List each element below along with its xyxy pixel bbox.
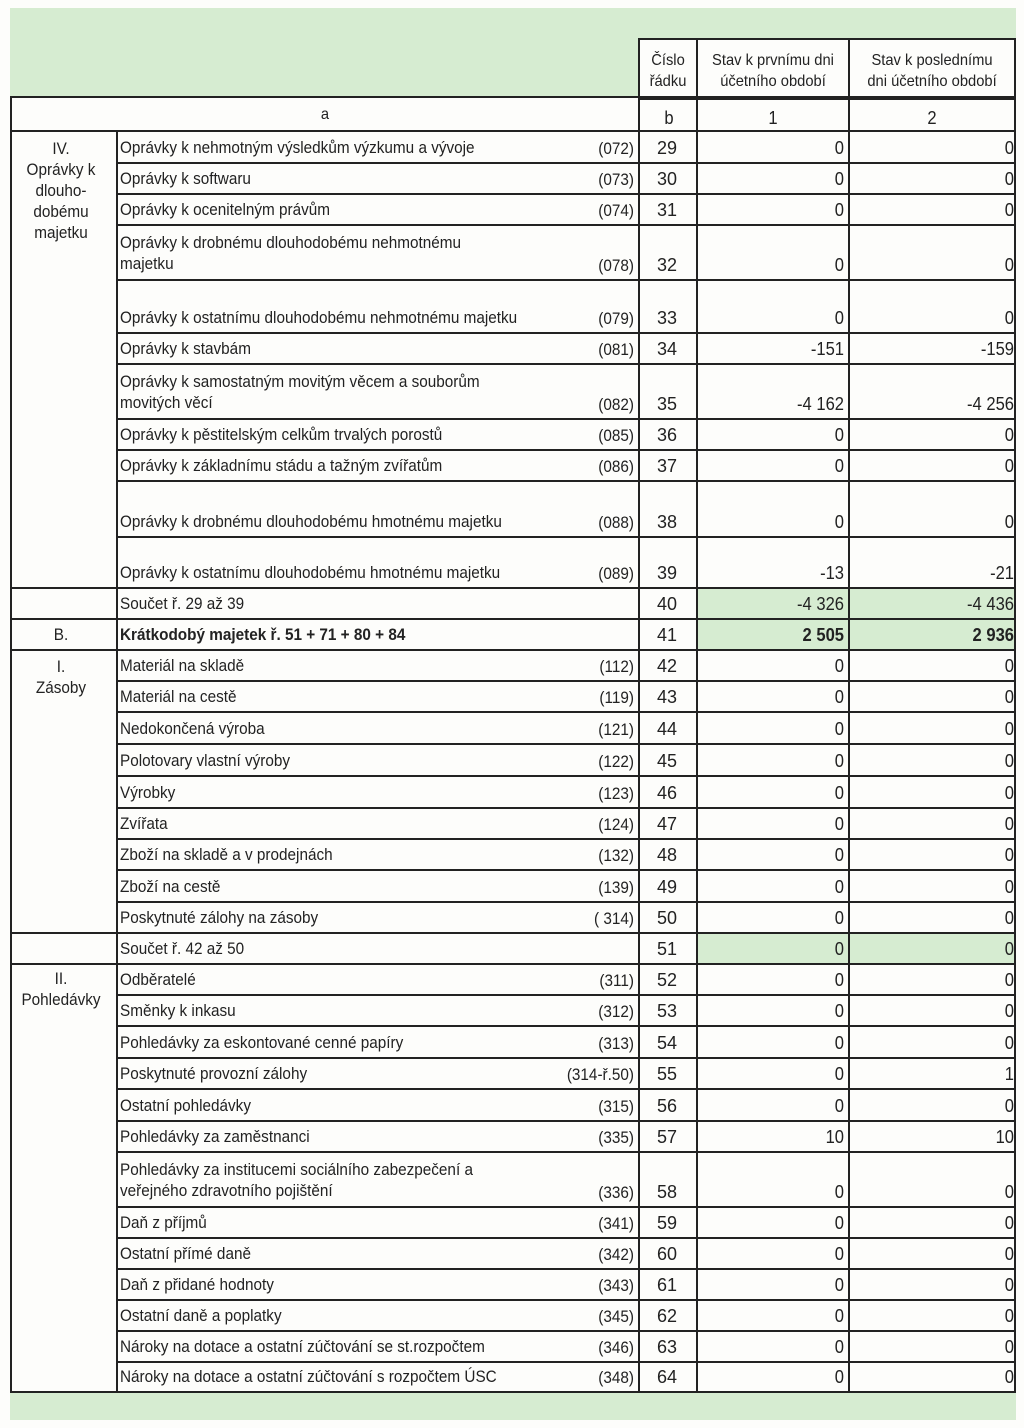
row-divider [116,224,1016,226]
header-row-number-cell [638,38,698,100]
row-number: 53 [656,1001,678,1021]
row-number: 63 [656,1337,678,1357]
row-number: 50 [656,908,678,928]
account-code: (124) [598,815,634,834]
row-label-line: Oprávky k ocenitelným právům [120,200,331,219]
row-number: 30 [656,169,678,189]
row-divider [116,743,1016,745]
column-label-line [10,130,1016,132]
row-label [120,1366,497,1387]
row-label-line: Oprávky k ostatnímu dlouhodobému hmotnému majetku [120,563,501,582]
row-label [120,137,475,158]
row-label-line: Zboží na skladě a v prodejnách [120,845,333,864]
row-label [120,338,251,359]
row-label-line: Oprávky k drobnému dlouhodobému hmotnému majetku [120,512,502,531]
value-last-day: 0 [1004,456,1014,476]
row-divider [10,1391,1016,1393]
row-divider [116,1088,1016,1090]
row-label-line: Pohledávky za zaměstnanci [120,1127,310,1146]
value-first-day: 0 [834,1337,844,1357]
row-label [120,813,168,834]
account-code: (074) [598,201,634,220]
section-ii-line2: Pohledávky [21,990,101,1009]
row-divider [116,162,1016,164]
row-number: 37 [656,456,678,476]
account-code: (072) [598,139,634,158]
section-iv-line1: IV. [52,139,70,158]
row-number: 36 [656,425,678,445]
row-number: 39 [656,563,678,583]
row-number: 32 [656,255,678,275]
row-number: 44 [656,719,678,739]
row-label-line: Oprávky k drobnému dlouhodobému nehmotnému [120,233,462,252]
account-code: (311) [599,971,634,990]
row-number: 45 [656,751,678,771]
row-divider [10,618,1016,620]
row-label-line: Materiál na cestě [120,687,237,706]
row-divider [116,332,1016,334]
header-last-day-cell [848,38,1016,100]
value-first-day: 0 [834,255,844,275]
row-label [120,562,500,583]
value-first-day: 0 [834,1213,844,1233]
row-number: 62 [656,1306,678,1326]
value-first-day: 2 505 [802,625,844,645]
row-label [120,1336,485,1357]
value-first-day: 0 [834,1306,844,1326]
value-first-day: 0 [834,719,844,739]
row-number: 61 [656,1275,678,1295]
row-label [120,593,244,614]
account-code: (079) [598,309,634,328]
row-number: 54 [656,1033,678,1053]
row-label-line: Pohledávky za institucemi sociálního zabezpečení a [120,1160,473,1179]
account-code: (336) [598,1183,634,1202]
account-code: (082) [598,395,634,414]
value-first-day: 0 [834,814,844,834]
value-first-day: -4 326 [797,594,844,614]
row-divider [116,1151,1016,1153]
header-first-day-line1: Stav k prvnímu dni [712,52,834,69]
row-label-line: Oprávky k samostatným movitým věcem a souborům [120,372,480,391]
row-divider [10,649,1016,651]
row-number: 29 [656,138,678,158]
value-first-day: 0 [834,1182,844,1202]
row-label-line: Výrobky [120,783,176,802]
value-last-day: 1 [1004,1064,1014,1084]
row-divider [116,1057,1016,1059]
account-code: (348) [598,1368,634,1387]
row-label [120,876,220,897]
account-code: (341) [598,1214,634,1233]
value-first-day: 0 [834,1064,844,1084]
row-label-line: Oprávky k stavbám [120,339,251,358]
row-number: 46 [656,783,678,803]
value-last-day: 0 [1004,1337,1014,1357]
row-label-line: Nároky na dotace a ostatní zúčtování s rozpočtem ÚSC [120,1367,497,1386]
value-first-day: 0 [834,425,844,445]
row-number: 48 [656,845,678,865]
value-last-day: 0 [1004,255,1014,275]
value-first-day: 0 [834,169,844,189]
value-last-day: 0 [1004,512,1014,532]
header-bottom-line [10,96,1016,98]
value-first-day: 0 [834,783,844,803]
row-label-line: Polotovary vlastní výroby [120,751,291,770]
value-last-day: 0 [1004,970,1014,990]
row-label [120,1159,473,1201]
value-first-day: 0 [834,939,844,959]
row-label-line: Odběratelé [120,970,196,989]
column-label-b: b [664,108,674,128]
row-label [120,1212,207,1233]
row-label-line: Poskytnuté provozní zálohy [120,1064,308,1083]
value-last-day: 0 [1004,814,1014,834]
value-last-day: 2 936 [972,625,1014,645]
account-code: (089) [598,564,634,583]
row-label-line: Oprávky k softwaru [120,169,251,188]
row-divider [10,963,1016,965]
value-last-day: 0 [1004,908,1014,928]
section-iv-line5: majetku [34,223,88,242]
value-first-day: 0 [834,1367,844,1387]
row-label-line: Ostatní daně a poplatky [120,1306,282,1325]
row-label-line: Daň z příjmů [120,1213,207,1232]
value-first-day: 0 [834,200,844,220]
account-code: (315) [598,1097,634,1116]
value-last-day: 0 [1004,783,1014,803]
value-first-day: -151 [810,339,844,359]
table-left-border [10,96,12,1393]
account-code: (073) [598,170,634,189]
row-divider [116,807,1016,809]
account-code: (342) [598,1245,634,1264]
row-number: 40 [656,594,678,614]
row-divider [116,775,1016,777]
value-first-day: 0 [834,908,844,928]
section-iv-line3: dlouho- [35,181,87,200]
row-label [120,750,290,771]
row-label [120,1274,274,1295]
account-code: (312) [598,1002,634,1021]
row-label [120,1126,310,1147]
section-divider [116,130,118,1393]
account-code: (122) [598,752,634,771]
value-last-day: 0 [1004,200,1014,220]
row-label [120,1095,251,1116]
value-first-day: 0 [834,512,844,532]
row-divider [10,587,1016,589]
value-first-day: 0 [834,456,844,476]
value-last-day: 0 [1004,1367,1014,1387]
row-label-line: Oprávky k nehmotným výsledkům výzkumu a vývoje [120,138,475,157]
row-label-line: Nároky na dotace a ostatní zúčtování se st.rozpočtem [120,1337,485,1356]
account-code: (078) [598,256,634,275]
account-code: (314-ř.50) [566,1065,634,1084]
value-first-day: 0 [834,877,844,897]
row-label-line: Směnky k inkasu [120,1001,236,1020]
value-last-day: 0 [1004,1306,1014,1326]
value-last-day: 0 [1004,1033,1014,1053]
row-label-line: Poskytnuté zálohy na zásoby [120,908,319,927]
account-code: (313) [598,1034,634,1053]
account-code: (119) [599,688,634,707]
row-number: 49 [656,877,678,897]
row-label [120,782,175,803]
value-last-day: -4 436 [967,594,1014,614]
row-label [120,655,244,676]
account-code: (123) [598,784,634,803]
row-divider [116,480,1016,482]
row-divider [116,711,1016,713]
row-number: 55 [656,1064,678,1084]
row-divider [116,1025,1016,1027]
row-label-line: Materiál na skladě [120,656,245,675]
row-label-line: Daň z přidané hodnoty [120,1275,274,1294]
value-last-day: 0 [1004,1001,1014,1021]
row-label-line: Oprávky k pěstitelským celkům trvalých porostů [120,425,443,444]
row-label [120,969,196,990]
value-last-day: 0 [1004,656,1014,676]
row-number: 38 [656,512,678,532]
value-first-day: 0 [834,970,844,990]
account-code: (346) [598,1338,634,1357]
row-divider [116,1330,1016,1332]
row-number: 60 [656,1244,678,1264]
value-last-day: -159 [980,339,1014,359]
section-b-label [19,624,104,645]
row-label-line: Zboží na cestě [120,877,221,896]
row-number: 35 [656,394,678,414]
row-label [120,938,244,959]
value-last-day: 0 [1004,425,1014,445]
row-divider [116,1299,1016,1301]
row-label [120,844,333,865]
header-first-day-cell [696,38,850,100]
row-divider [116,363,1016,365]
row-divider [116,1268,1016,1270]
value-last-day: 0 [1004,939,1014,959]
value-last-day: 0 [1004,687,1014,707]
row-number: 57 [656,1127,678,1147]
row-label [120,1305,282,1326]
row-label [120,1243,251,1264]
value-first-day: 10 [825,1127,844,1147]
row-number: 58 [656,1182,678,1202]
row-divider [116,838,1016,840]
value-last-day: 0 [1004,169,1014,189]
row-divider [10,932,1016,934]
row-label [120,718,265,739]
row-label [120,1000,236,1021]
row-label [120,511,502,532]
value-last-day: 0 [1004,1096,1014,1116]
value-first-day: 0 [834,1244,844,1264]
value-first-day: -13 [820,563,844,583]
value-last-day: 0 [1004,845,1014,865]
value-first-day: 0 [834,308,844,328]
value-last-day: 0 [1004,877,1014,897]
row-label-line: Ostatní pohledávky [120,1096,251,1115]
row-label [120,424,442,445]
row-divider [116,1120,1016,1122]
row-number: 33 [656,308,678,328]
row-label [120,624,405,645]
account-code: (139) [598,878,634,897]
value-last-day: 0 [1004,751,1014,771]
header-last-day-line2: dni účetního období [867,73,997,90]
header-row-number-line2: řádku [649,73,687,90]
row-label [120,199,330,220]
row-label-line: Oprávky k ostatnímu dlouhodobému nehmotnému majetku [120,308,518,327]
section-i-label [19,656,104,698]
account-code: (081) [598,340,634,359]
value-first-day: 0 [834,1001,844,1021]
row-label [120,371,480,413]
value-first-day: 0 [834,656,844,676]
value-last-day: 0 [1004,1275,1014,1295]
value-first-day: 0 [834,845,844,865]
row-label-line: Pohledávky za eskontované cenné papíry [120,1033,404,1052]
section-ii-label [19,968,104,1010]
row-divider [116,994,1016,996]
section-b-line1: B. [53,625,69,644]
section-iv-line2: Oprávky k [26,160,96,179]
header-row-number-line1: Číslo [651,52,685,69]
value-last-day: -4 256 [967,394,1014,414]
value-last-day: 0 [1004,308,1014,328]
row-label [120,1063,307,1084]
row-number: 31 [656,200,678,220]
row-number: 41 [656,625,678,645]
value-last-day: 0 [1004,1182,1014,1202]
row-number: 56 [656,1096,678,1116]
row-label [120,232,461,274]
row-label [120,168,251,189]
value-last-day: 0 [1004,1244,1014,1264]
account-code: (112) [599,657,634,676]
value-last-day: -21 [990,563,1014,583]
row-divider [116,901,1016,903]
row-label-line: Součet ř. 42 až 50 [120,939,245,958]
value-last-day: 0 [1004,138,1014,158]
account-code: (085) [598,426,634,445]
column-label-2: 2 [927,108,937,128]
value-first-day: 0 [834,1096,844,1116]
row-number: 47 [656,814,678,834]
row-label-line: movitých věcí [120,393,213,412]
value-last-day: 10 [995,1127,1014,1147]
row-label [120,455,442,476]
row-divider [116,193,1016,195]
table-right-border [1014,38,1016,1393]
column-label-1: 1 [768,108,778,128]
value-last-day: 0 [1004,719,1014,739]
value-first-day: 0 [834,687,844,707]
value-last-day: 0 [1004,1213,1014,1233]
row-label-line: veřejného zdravotního pojištění [120,1181,333,1200]
column-label-a: a [320,106,330,123]
value-first-day: 0 [834,1275,844,1295]
account-code: ( 314) [594,909,634,928]
row-divider [116,1237,1016,1239]
account-code: (343) [598,1276,634,1295]
account-code: (121) [598,720,634,739]
section-i-line2: Zásoby [35,678,87,697]
row-number: 52 [656,970,678,990]
row-label-line: Oprávky k základnímu stádu a tažným zvířatům [120,456,443,475]
row-label [120,1032,403,1053]
value-first-day: 0 [834,1033,844,1053]
section-i-line1: I. [56,657,66,676]
row-label-line: Zvířata [120,814,168,833]
row-divider [116,418,1016,420]
row-number: 43 [656,687,678,707]
value-first-day: 0 [834,138,844,158]
row-number: 51 [656,939,678,959]
row-number: 34 [656,339,678,359]
section-iv-label [19,138,104,243]
row-label [120,686,237,707]
row-label [120,307,517,328]
value-first-day: 0 [834,751,844,771]
account-code: (088) [598,513,634,532]
row-divider [116,680,1016,682]
row-divider [116,536,1016,538]
section-iv-line4: dobému [33,202,89,221]
row-number: 42 [656,656,678,676]
row-number: 59 [656,1213,678,1233]
row-number: 64 [656,1367,678,1387]
footer-green-band [10,1392,1016,1420]
row-label [120,907,318,928]
account-code: (132) [598,846,634,865]
row-divider [116,869,1016,871]
header-last-day-line1: Stav k poslednímu [871,52,993,69]
value-first-day: -4 162 [797,394,844,414]
row-divider [116,279,1016,281]
row-divider [116,1361,1016,1363]
row-divider [116,1206,1016,1208]
account-code: (086) [598,457,634,476]
row-divider [116,449,1016,451]
row-label-line: Nedokončená výroba [120,719,265,738]
row-label-line: Součet ř. 29 až 39 [120,594,245,613]
section-ii-line1: II. [54,969,68,988]
account-code: (345) [598,1307,634,1326]
header-first-day-line2: účetního období [720,73,826,90]
account-code: (335) [598,1128,634,1147]
row-label-line: Krátkodobý majetek ř. 51 + 71 + 80 + 84 [120,625,406,644]
row-label-line: majetku [120,254,174,273]
row-label-line: Ostatní přímé daně [120,1244,251,1263]
